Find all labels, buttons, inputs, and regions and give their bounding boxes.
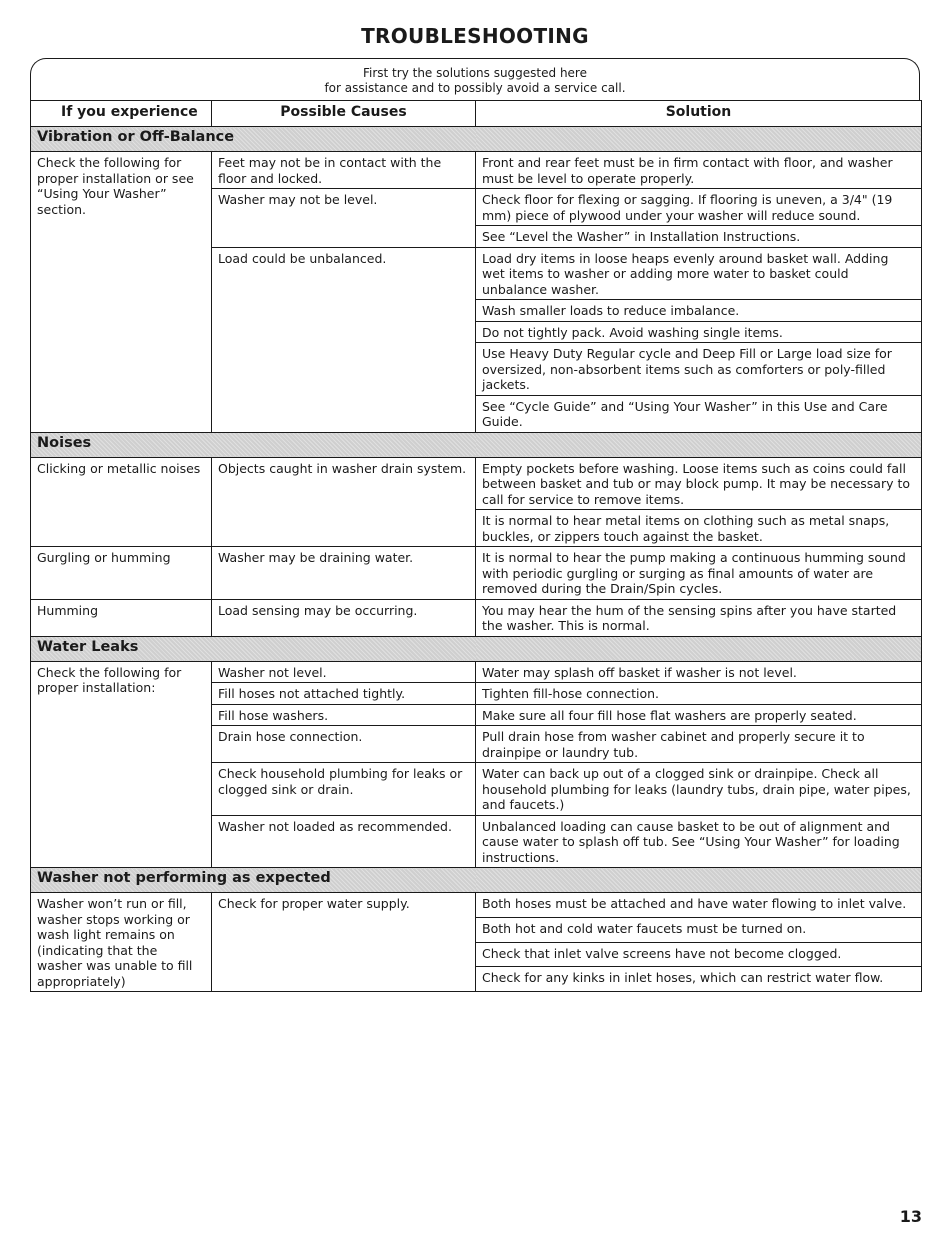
- solution-cell: Water may splash off basket if washer is not level.: [476, 661, 922, 683]
- cause-cell: Fill hoses not attached tightly.: [212, 683, 476, 705]
- column-header-solution: Solution: [476, 101, 922, 127]
- section-header-fill: [476, 432, 922, 457]
- solution-cell: Check that inlet valve screens have not become clogged.: [476, 942, 922, 967]
- solution-cell: Both hoses must be attached and have water flowing to inlet valve.: [476, 893, 922, 918]
- table-header-row: [31, 101, 922, 127]
- solution-cell: See “Level the Washer” in Installation Instructions.: [476, 226, 922, 248]
- table-row: [31, 661, 922, 683]
- solution-cell: Use Heavy Duty Regular cycle and Deep Fill or Large load size for oversized, non-absorbent items such as comforters or poly-filled jackets.: [476, 343, 922, 396]
- intro-line-1: First try the solutions suggested here: [362, 66, 587, 80]
- problem-cell: Gurgling or humming: [31, 547, 212, 600]
- cause-cell: Washer may not be level.: [212, 189, 476, 248]
- solution-cell: Check floor for flexing or sagging. If flooring is uneven, a 3/4" (19 mm) piece of plywood under your washer will reduce sound.: [476, 189, 922, 226]
- solution-cell: Do not tightly pack. Avoid washing single items.: [476, 321, 922, 343]
- cause-cell: Check household plumbing for leaks or clogged sink or drain.: [212, 763, 476, 816]
- section-header-row: [31, 127, 922, 152]
- column-header-causes: Possible Causes: [212, 101, 476, 127]
- solution-cell: Empty pockets before washing. Loose items such as coins could fall between basket and tub or may block pump. It may be necessary to call for service to remove items.: [476, 457, 922, 510]
- section-header-row: [31, 432, 922, 457]
- section-header-fill: [476, 636, 922, 661]
- cause-cell: Check for proper water supply.: [212, 893, 476, 992]
- solution-cell: Load dry items in loose heaps evenly around basket wall. Adding wet items to washer or adding more water to basket could unbalance washer.: [476, 247, 922, 300]
- intro-box: [30, 58, 920, 100]
- section-header-fill: [476, 127, 922, 152]
- solution-cell: You may hear the hum of the sensing spins after you have started the washer. This is normal.: [476, 599, 922, 636]
- solution-cell: Both hot and cold water faucets must be turned on.: [476, 917, 922, 942]
- cause-cell: Washer not level.: [212, 661, 476, 683]
- solution-cell: It is normal to hear metal items on clothing such as metal snaps, buckles, or zippers touch against the basket.: [476, 510, 922, 547]
- section-header-row: [31, 868, 922, 893]
- problem-cell: Clicking or metallic noises: [31, 457, 212, 547]
- cause-cell: Washer not loaded as recommended.: [212, 815, 476, 868]
- intro-line-2: for assistance and to possibly avoid a service call.: [324, 81, 626, 95]
- section-header-row: [31, 636, 922, 661]
- section-title: Washer not performing as expected: [31, 868, 476, 893]
- solution-cell: Make sure all four fill hose flat washers are properly seated.: [476, 704, 922, 726]
- section-title: Noises: [31, 432, 476, 457]
- table-row: [31, 152, 922, 189]
- problem-cell: Check the following for proper installation or see “Using Your Washer” section.: [31, 152, 212, 433]
- table-row: [31, 547, 922, 600]
- section-title: Vibration or Off-Balance: [31, 127, 476, 152]
- cause-cell: Load could be unbalanced.: [212, 247, 476, 432]
- solution-cell: Front and rear feet must be in firm contact with floor, and washer must be level to operate properly.: [476, 152, 922, 189]
- problem-cell: Humming: [31, 599, 212, 636]
- solution-cell: Tighten fill-hose connection.: [476, 683, 922, 705]
- page-title: TROUBLESHOOTING: [361, 24, 589, 48]
- solution-cell: Check for any kinks in inlet hoses, which can restrict water flow.: [476, 967, 922, 992]
- table-row: [31, 457, 922, 510]
- solution-cell: It is normal to hear the pump making a continuous humming sound with periodic gurgling or surging as final amounts of water are removed during the Drain/Spin cycles.: [476, 547, 922, 600]
- troubleshooting-table: [30, 100, 922, 992]
- cause-cell: Feet may not be in contact with the floor and locked.: [212, 152, 476, 189]
- table-body: [31, 127, 922, 992]
- cause-cell: Fill hose washers.: [212, 704, 476, 726]
- page-number: 13: [899, 1207, 922, 1226]
- cause-cell: Objects caught in washer drain system.: [212, 457, 476, 547]
- table-row: [31, 893, 922, 918]
- section-header-fill: [476, 868, 922, 893]
- cause-cell: Load sensing may be occurring.: [212, 599, 476, 636]
- problem-cell: Washer won’t run or fill, washer stops working or wash light remains on (indicating that the washer was unable to fill appropriately): [31, 893, 212, 992]
- column-header-experience: If you experience: [31, 101, 212, 127]
- section-title: Water Leaks: [31, 636, 476, 661]
- cause-cell: Washer may be draining water.: [212, 547, 476, 600]
- solution-cell: Pull drain hose from washer cabinet and properly secure it to drainpipe or laundry tub.: [476, 726, 922, 763]
- solution-cell: Wash smaller loads to reduce imbalance.: [476, 300, 922, 322]
- table-row: [31, 599, 922, 636]
- solution-cell: Water can back up out of a clogged sink or drainpipe. Check all household plumbing for leaks (laundry tubs, drain pipe, water pipes, and faucets.): [476, 763, 922, 816]
- solution-cell: Unbalanced loading can cause basket to be out of alignment and cause water to splash off tub. See “Using Your Washer” for loading instructions.: [476, 815, 922, 868]
- solution-cell: See “Cycle Guide” and “Using Your Washer” in this Use and Care Guide.: [476, 395, 922, 432]
- cause-cell: Drain hose connection.: [212, 726, 476, 763]
- problem-cell: Check the following for proper installation:: [31, 661, 212, 868]
